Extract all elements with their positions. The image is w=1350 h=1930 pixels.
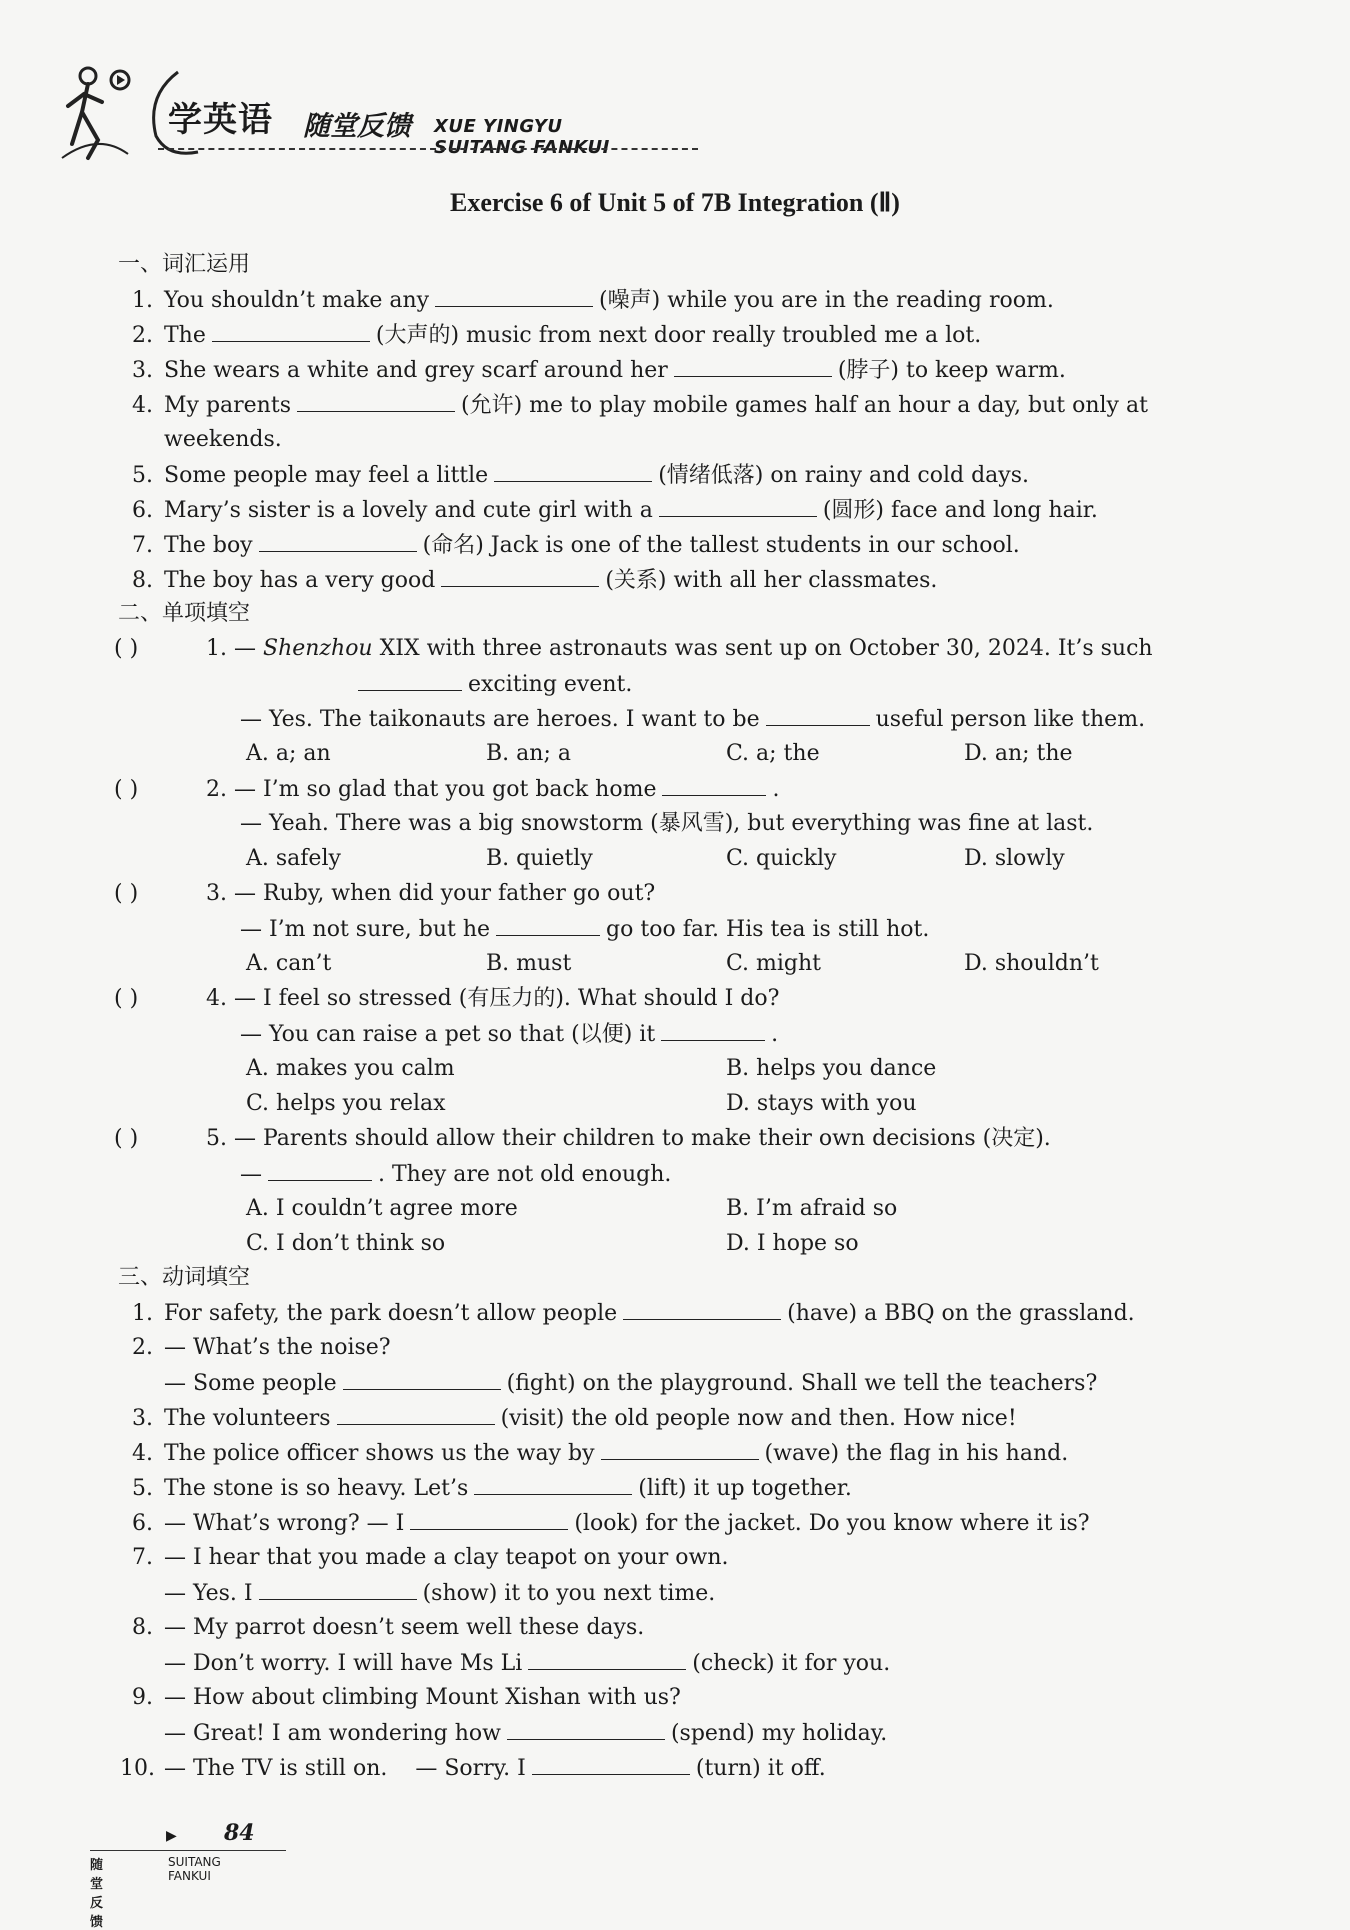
question-line: [118, 701, 1238, 736]
option-c[interactable]: C. quickly: [726, 846, 837, 871]
answer-blank[interactable]: [343, 1365, 501, 1390]
question-text: XIX with three astronauts was sent up on October 30, 2024. It’s such: [372, 636, 1153, 661]
option-b[interactable]: B. must: [486, 951, 572, 976]
runner-logo-icon: [58, 62, 136, 162]
item-number: 8.: [132, 568, 153, 593]
item-number: 7.: [132, 1545, 153, 1570]
option-b[interactable]: B. quietly: [486, 846, 593, 871]
section-heading-vocabulary: 一、词汇运用: [118, 252, 251, 277]
question-line: [118, 911, 1238, 946]
footer-brand-english: SUITANG FANKUI: [168, 1855, 221, 1883]
item-text: (check) it for you.: [692, 1651, 891, 1676]
item-text: — I hear that you made a clay teapot on your own.: [164, 1545, 729, 1570]
item-text: The volunteers: [164, 1406, 331, 1431]
header-banner: [58, 62, 648, 162]
question-line: [114, 1121, 1238, 1156]
vocab-item: [118, 527, 1238, 562]
question-text: .: [771, 1022, 779, 1047]
item-number: 4.: [132, 393, 153, 418]
multiple-choice-list: [114, 631, 1238, 1261]
item-text: (spend) my holiday.: [670, 1721, 888, 1746]
item-number: 2.: [132, 323, 153, 348]
vocab-item: [118, 562, 1238, 597]
item-text: — Some people: [164, 1371, 337, 1396]
item-text: — My parrot doesn’t seem well these days.: [164, 1615, 645, 1640]
question-text: go too far. His tea is still hot.: [606, 917, 930, 942]
answer-blank[interactable]: [496, 911, 600, 936]
question-text: —: [234, 636, 263, 661]
options-row: [118, 736, 1238, 771]
answer-blank[interactable]: [661, 1016, 765, 1041]
item-text: The: [164, 323, 206, 348]
item-text: — How about climbing Mount Xishan with us?: [164, 1685, 681, 1710]
item-text: (脖子) to keep warm.: [837, 358, 1066, 383]
vocab-item-continued: [118, 422, 1238, 457]
verb-item: [118, 1680, 1238, 1715]
brand-chinese-sub: 随堂反馈: [303, 111, 411, 142]
question-number: 5.: [206, 1126, 227, 1151]
vocabulary-list: [118, 282, 1238, 597]
item-number: 1.: [132, 288, 153, 313]
item-number: 2.: [132, 1335, 153, 1360]
item-text: (turn) it off.: [695, 1756, 826, 1781]
options-row: [118, 841, 1238, 876]
item-text: My parents: [164, 393, 291, 418]
answer-blank[interactable]: [441, 562, 599, 587]
item-text: (情绪低落) on rainy and cold days.: [658, 463, 1029, 488]
answer-blank[interactable]: [259, 527, 417, 552]
verb-item: [118, 1540, 1238, 1575]
verb-item: [118, 1400, 1238, 1435]
item-text: (允许) me to play mobile games half an hour a day, but only at: [460, 393, 1148, 418]
footer-brand-chinese: 随堂反馈: [90, 1858, 104, 1930]
answer-blank[interactable]: [410, 1505, 568, 1530]
question-text: — I’m so glad that you got back home: [234, 777, 657, 802]
answer-blank[interactable]: [532, 1750, 690, 1775]
verb-item-continued: [118, 1575, 1238, 1610]
answer-blank[interactable]: [337, 1400, 495, 1425]
item-text: — The TV is still on. — Sorry. I: [164, 1756, 526, 1781]
item-text: — Don’t worry. I will have Ms Li: [164, 1651, 523, 1676]
question-text: .: [772, 777, 780, 802]
options-row: [118, 1051, 1238, 1086]
verb-item: [118, 1295, 1238, 1330]
options-row: [118, 1191, 1238, 1226]
item-number: 1.: [132, 1301, 153, 1326]
brand-english: XUE YINGYU SUITANG FANKUI: [434, 116, 610, 158]
options-row: [118, 1086, 1238, 1121]
option-d[interactable]: D. an; the: [964, 741, 1073, 766]
item-number: 3.: [132, 358, 153, 383]
item-text: The boy has a very good: [164, 568, 436, 593]
item-number: 9.: [132, 1685, 153, 1710]
option-b[interactable]: B. an; a: [486, 741, 571, 766]
verb-item-continued: [118, 1365, 1238, 1400]
verb-item-continued: [118, 1645, 1238, 1680]
question-line: [118, 1156, 1238, 1191]
item-number: 6.: [132, 498, 153, 523]
item-text: (命名) Jack is one of the tallest students in our school.: [422, 533, 1020, 558]
question-line: [114, 981, 1238, 1016]
section-heading-verb-fill: 三、动词填空: [118, 1265, 251, 1290]
option-a[interactable]: A. I couldn’t agree more: [246, 1196, 518, 1221]
item-text: weekends.: [164, 427, 282, 452]
vocab-item: [118, 492, 1238, 527]
item-text: (大声的) music from next door really troubled me a lot.: [375, 323, 982, 348]
page-number: 84: [224, 1820, 255, 1846]
vocab-item: [118, 457, 1238, 492]
answer-blank[interactable]: [435, 282, 593, 307]
option-a[interactable]: A. makes you calm: [246, 1056, 455, 1081]
item-text: Mary’s sister is a lovely and cute girl with a: [164, 498, 653, 523]
answer-blank[interactable]: [297, 387, 455, 412]
item-text: (look) for the jacket. Do you know where it is?: [574, 1511, 1090, 1536]
item-text: She wears a white and grey scarf around her: [164, 358, 668, 383]
item-number: 10.: [120, 1756, 155, 1781]
option-c[interactable]: C. I don’t think so: [246, 1231, 446, 1256]
option-b[interactable]: B. helps you dance: [726, 1056, 937, 1081]
answer-blank[interactable]: [601, 1435, 759, 1460]
item-text: (lift) it up together.: [638, 1476, 852, 1501]
item-text: (have) a BBQ on the grassland.: [787, 1301, 1135, 1326]
answer-bracket[interactable]: ( ): [114, 636, 139, 661]
item-text: (噪声) while you are in the reading room.: [599, 288, 1054, 313]
question-text: exciting event.: [468, 672, 633, 697]
answer-blank[interactable]: [268, 1156, 372, 1181]
option-a[interactable]: A. safely: [246, 846, 341, 871]
item-text: You shouldn’t make any: [164, 288, 430, 313]
answer-blank[interactable]: [662, 771, 766, 796]
question-text: — Yeah. There was a big snowstorm (暴风雪), but everything was fine at last.: [240, 811, 1094, 836]
vocab-item: [118, 352, 1238, 387]
option-c[interactable]: C. might: [726, 951, 822, 976]
option-a[interactable]: A. can’t: [246, 951, 332, 976]
question-number: 3.: [206, 881, 227, 906]
verb-item: [118, 1610, 1238, 1645]
item-text: (show) it to you next time.: [422, 1581, 716, 1606]
brand-chinese: 学英语: [168, 100, 273, 140]
item-number: 4.: [132, 1441, 153, 1466]
item-text: (visit) the old people now and then. How nice!: [500, 1406, 1017, 1431]
question-text: useful person like them.: [875, 707, 1146, 732]
item-text: — Yes. I: [164, 1581, 253, 1606]
question-text: . They are not old enough.: [378, 1162, 672, 1187]
answer-blank[interactable]: [659, 492, 817, 517]
question-text: — I feel so stressed (有压力的). What should I do?: [234, 986, 780, 1011]
option-d[interactable]: D. shouldn’t: [964, 951, 1099, 976]
verb-item: [118, 1435, 1238, 1470]
vocab-item: [118, 282, 1238, 317]
option-d[interactable]: D. slowly: [964, 846, 1065, 871]
item-text: The boy: [164, 533, 253, 558]
item-number: 8.: [132, 1615, 153, 1640]
verb-item-continued: [118, 1715, 1238, 1750]
verb-item: [118, 1505, 1238, 1540]
header-divider: [158, 148, 698, 150]
verb-item: [118, 1330, 1238, 1365]
item-text: — Great! I am wondering how: [164, 1721, 501, 1746]
answer-blank[interactable]: [474, 1470, 632, 1495]
answer-blank[interactable]: [528, 1645, 686, 1670]
answer-bracket[interactable]: ( ): [114, 881, 139, 906]
vocab-item: [118, 387, 1238, 422]
answer-bracket[interactable]: ( ): [114, 777, 139, 802]
question-number: 2.: [206, 777, 227, 802]
option-c[interactable]: C. a; the: [726, 741, 820, 766]
verb-item: [118, 1470, 1238, 1505]
option-d[interactable]: D. I hope so: [726, 1231, 859, 1256]
play-arrow-icon: ▶: [166, 1828, 177, 1844]
answer-blank[interactable]: [623, 1295, 781, 1320]
options-row: [118, 1226, 1238, 1261]
item-number: 3.: [132, 1406, 153, 1431]
question-italic-text: Shenzhou: [263, 636, 373, 661]
answer-bracket[interactable]: ( ): [114, 986, 139, 1011]
item-text: For safety, the park doesn’t allow people: [164, 1301, 618, 1326]
question-text: —: [240, 1162, 262, 1187]
option-c[interactable]: C. helps you relax: [246, 1091, 446, 1116]
question-line: [118, 806, 1238, 841]
item-text: — What’s the noise?: [164, 1335, 391, 1360]
answer-blank[interactable]: [358, 666, 462, 691]
answer-blank[interactable]: [766, 701, 870, 726]
item-number: 5.: [132, 463, 153, 488]
page-title: Exercise 6 of Unit 5 of 7B Integration (Ⅱ): [450, 188, 900, 217]
question-text: — I’m not sure, but he: [240, 917, 491, 942]
option-d[interactable]: D. stays with you: [726, 1091, 917, 1116]
question-text: — You can raise a pet so that (以便) it: [240, 1022, 656, 1047]
question-line: [114, 631, 1238, 666]
item-text: The police officer shows us the way by: [164, 1441, 595, 1466]
item-text: (wave) the flag in his hand.: [764, 1441, 1069, 1466]
item-text: The stone is so heavy. Let’s: [164, 1476, 469, 1501]
question-line: [114, 876, 1238, 911]
answer-blank[interactable]: [674, 352, 832, 377]
question-number: 4.: [206, 986, 227, 1011]
footer-divider: [90, 1850, 286, 1851]
verb-fill-list: [118, 1295, 1238, 1785]
item-number: 6.: [132, 1511, 153, 1536]
section-heading-multiple-choice: 二、单项填空: [118, 601, 251, 626]
option-b[interactable]: B. I’m afraid so: [726, 1196, 898, 1221]
question-line: [118, 1016, 1238, 1051]
item-number: 5.: [132, 1476, 153, 1501]
item-text: Some people may feel a little: [164, 463, 489, 488]
item-number: 7.: [132, 533, 153, 558]
question-text: — Parents should allow their children to make their own decisions (决定).: [234, 1126, 1051, 1151]
question-line: [114, 771, 1238, 806]
answer-blank[interactable]: [212, 317, 370, 342]
question-text: — Yes. The taikonauts are heroes. I want to be: [240, 707, 760, 732]
item-text: (关系) with all her classmates.: [605, 568, 938, 593]
verb-item: [118, 1750, 1238, 1785]
question-number: 1.: [206, 636, 227, 661]
answer-bracket[interactable]: ( ): [114, 1126, 139, 1151]
item-text: (fight) on the playground. Shall we tell the teachers?: [506, 1371, 1098, 1396]
item-text: — What’s wrong? — I: [164, 1511, 405, 1536]
vocab-item: [118, 317, 1238, 352]
exercise-content: [114, 248, 1238, 1785]
question-text: — Ruby, when did your father go out?: [234, 881, 656, 906]
answer-blank[interactable]: [494, 457, 652, 482]
answer-blank[interactable]: [259, 1575, 417, 1600]
answer-blank[interactable]: [507, 1715, 665, 1740]
options-row: [118, 946, 1238, 981]
question-line: [118, 666, 1238, 701]
option-a[interactable]: A. a; an: [246, 741, 331, 766]
item-text: (圆形) face and long hair.: [822, 498, 1098, 523]
